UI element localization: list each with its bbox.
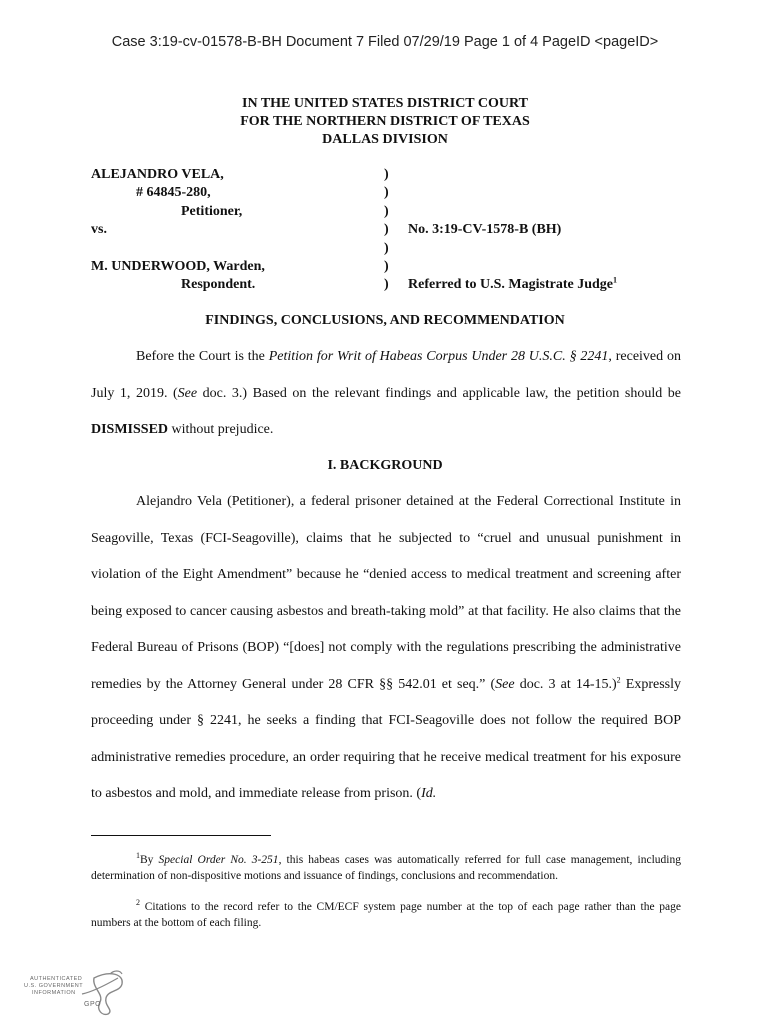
gpo-line-1: AUTHENTICATED <box>30 976 83 982</box>
gpo-authenticated-seal <box>22 966 132 1016</box>
caption-paren: ) <box>384 258 389 274</box>
section-heading-background: I. BACKGROUND <box>327 458 443 473</box>
respondent-name: M. UNDERWOOD, Warden, <box>91 258 265 274</box>
referral-text: Referred to U.S. Magistrate Judge <box>408 277 614 293</box>
footnote-1: $^1$By Special Order No. 3-251, this habeas cases was automatically referred for full case management, including determination of non-dispositive motions and issuance of findings, conclusions and recommendation. <box>91 851 681 882</box>
versus: vs. <box>91 222 107 238</box>
respondent-role: Respondent. <box>181 277 256 293</box>
caption-paren: ) <box>384 185 389 201</box>
caption-paren: ) <box>384 222 389 238</box>
footnote-ref-1: 1 <box>613 275 618 285</box>
footnote-separator <box>91 835 271 836</box>
gpo-line-4: GPO <box>84 1001 102 1008</box>
caption-paren: ) <box>384 240 389 256</box>
court-line-2: FOR THE NORTHERN DISTRICT OF TEXAS <box>240 114 530 129</box>
petitioner-number: # 64845-280, <box>136 185 211 201</box>
intro-paragraph: Before the Court is the Petition for Writ of Habeas Corpus Under 28 U.S.C. § 2241, received on July 1, 2019. (See doc. 3.) Based on the relevant findings and applicable law, the petition should be DISMISSED without prejudice. <box>91 349 682 437</box>
petitioner-name: ALEJANDRO VELA, <box>91 167 224 182</box>
case-caption <box>91 167 691 296</box>
gpo-line-3: INFORMATION <box>32 990 76 996</box>
document-title: FINDINGS, CONCLUSIONS, AND RECOMMENDATION <box>205 313 565 328</box>
caption-paren: ) <box>384 277 389 293</box>
caption-paren: ) <box>384 167 389 182</box>
petitioner-role: Petitioner, <box>181 203 243 219</box>
court-line-3: DALLAS DIVISION <box>322 132 448 147</box>
case-number: No. 3:19-CV-1578-B (BH) <box>408 222 562 238</box>
gpo-line-2: U.S. GOVERNMENT <box>24 983 84 989</box>
court-heading <box>0 95 770 149</box>
caption-paren: ) <box>384 203 389 219</box>
footnote-2: $^2$ Citations to the record refer to the CM/ECF system page number at the top of each page rather than the page numbers at the bottom of each filing. <box>91 898 681 929</box>
background-paragraph: Alejandro Vela (Petitioner), a federal prisoner detained at the Federal Correctional Institute in Seagoville, Texas (FCI-Seagoville), claims that he subjected to “cruel and unusual punishment in violation of the Eight Amendment” because he “denied access to medical treatment and screening after being exposed to cancer causing asbestos and breath-taking mold” at that facility. He also claims that the Federal Bureau of Prisons (BOP) “[does] not comply with the regulations prescribing the administrative remedies by the Attorney General under 28 CFR §§ 542.01 et seq.” (See doc. 3 at 14-15.)$^2$ Expressly proceeding under § 2241, he seeks a finding that FCI-Seagoville does not follow the required BOP administrative remedies procedure, an order requiring that he receive medical treatment for his exposure to asbestos and mold, and immediate release from prison. (Id. <box>91 494 681 801</box>
court-line-1: IN THE UNITED STATES DISTRICT COURT <box>242 96 528 111</box>
footnote-ref-2: 2 <box>616 674 621 684</box>
ecf-header: Case 3:19-cv-01578-B-BH Document 7 Filed 07/29/19 Page 1 of 4 PageID <pageID> <box>111 34 659 50</box>
referral-note <box>408 277 617 293</box>
